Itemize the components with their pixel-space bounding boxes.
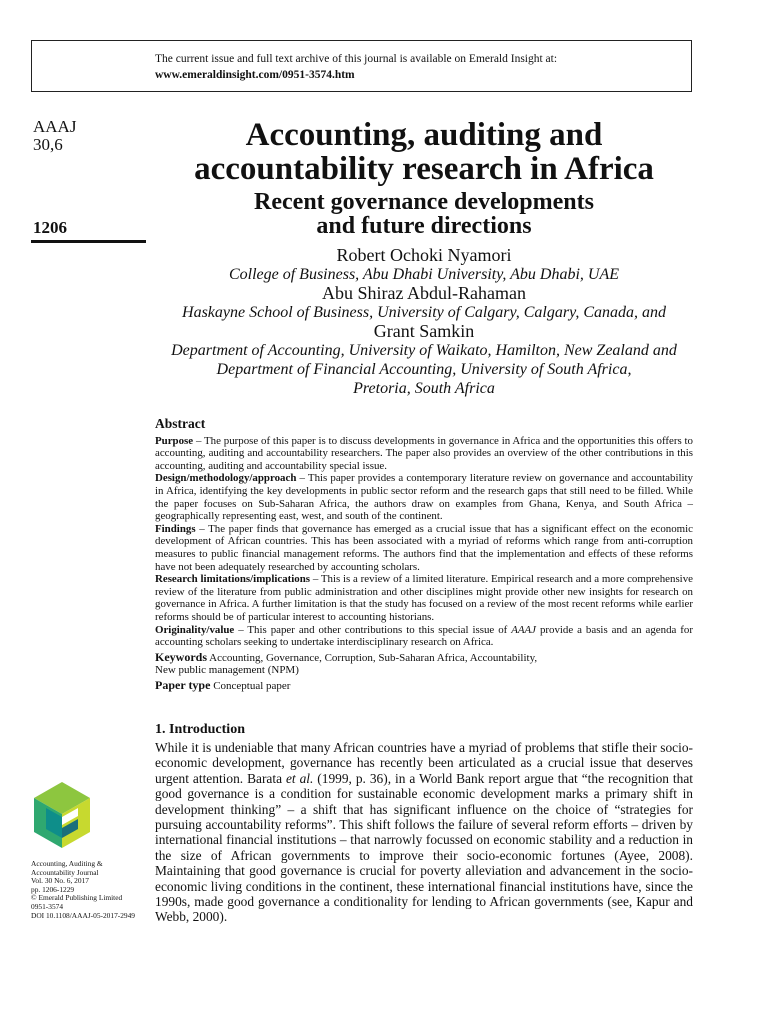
paper-type-label: Paper type [155,677,211,692]
author-name: Grant Samkin [373,321,475,341]
journal-abbreviation [33,118,76,154]
introduction-paragraph [155,740,693,925]
findings-label: Findings [155,522,196,535]
purpose-label: Purpose [155,434,194,447]
volume-issue-text: 30,6 [33,135,63,154]
limitations-label: Research limitations/implications [155,573,311,586]
author-affiliation: College of Business, Abu Dhabi University, Abu Dhabi, UAE [228,266,620,283]
design-text: – This paper provides a contemporary literature review on governance and accountability in Africa, identifying the key developments in public sector reform and the research gaps that still need to be filled. While the paper focuses on Sub-Saharan Africa, the authors draw on examples from Ghana, Kenya, and South Africa – geographically representing east, west, and south of the continent. [155,472,693,523]
author-affiliation: Pretoria, South Africa [353,380,495,397]
sidenote-line: 0951-3574 [31,901,64,911]
abstract-purpose [155,435,693,473]
sidenote-line: pp. 1206-1229 [31,884,75,894]
page-number-rule [31,240,146,243]
originality-text-end: provide a basis and an agenda for accounting scholars seeking to undertake interdisciplinary research on Africa. [155,623,693,649]
abstract-section [155,418,693,692]
author-affiliation: Department of Accounting, University of Waikato, Hamilton, New Zealand and [171,342,677,359]
doi-link[interactable]: DOI 10.1108/AAAJ-05-2017-2949 [31,910,136,920]
findings-text: – The paper finds that governance has emerged as a crucial issue that has a significant effect on the economic development of African countries. This has been associated with a myriad of reforms which range from anti-corruption measures to public financial management reforms. The authors find that the implementation and effects of these reforms have not been adequately researched by accounting scholars. [155,522,693,573]
keywords [155,651,693,677]
emerald-cube-logo-icon [32,780,92,850]
et-al-italic: et al. [285,770,314,786]
availability-notice-box [31,40,692,92]
sidenote-line: Accountability Journal [31,867,99,877]
limitations-text: – This is a review of a limited literature. Empirical research and a more comprehensive review of the literature from public administration and other disciplines might provide other new insights for research on governance in Africa. A further limitation is that the study has focused on a review of the most recent reforms while earlier reforms should be of particular interest to accounting historians. [155,573,693,623]
keywords-text-2: New public management (NPM) [155,664,299,677]
abstract-findings [155,523,693,573]
paper-title [155,118,693,186]
title-line-2: accountability research in Africa [194,151,654,187]
sidenote-line: © Emerald Publishing Limited [31,893,123,903]
author-affiliation: Department of Financial Accounting, University of South Africa, [216,361,632,378]
abstract-heading: Abstract [155,416,206,431]
introduction-heading: 1. Introduction [155,722,245,737]
keywords-label: Keywords [155,649,207,664]
abstract-originality [155,624,693,649]
paper-subtitle [155,190,693,238]
author-name: Robert Ochoki Nyamori [336,245,512,265]
author-affiliation: Haskayne School of Business, University of Calgary, Calgary, Canada, and [182,304,666,321]
purpose-text: – The purpose of this paper is to discuss developments in governance in Africa and the opportunities this offers to accounting, auditing and accountability researchers. The paper also provides an overview of the other contributions in this accounting, auditing and accountability special issue. [155,434,693,472]
journal-name-italic: AAAJ [511,623,536,636]
subtitle-line-1: Recent governance developments [254,189,594,215]
title-line-1: Accounting, auditing and [245,117,603,153]
availability-notice-text: The current issue and full text archive of this journal is available on Emerald Insight at: [155,53,558,65]
abstract-design [155,472,693,522]
publication-sidenote [31,860,151,920]
intro-text: While it is undeniable that many African countries have a myriad of problems that stifle their socio-economic development, governance has recently been articulated as a crucial issue that deserves urgent attention. Barata [155,740,693,786]
sidenote-line: Vol. 30 No. 6, 2017 [31,876,89,886]
author-name: Abu Shiraz Abdul-Rahaman [322,283,526,303]
page-number: 1206 [33,218,67,237]
paper-type [155,679,693,693]
paper-type-text: Conceptual paper [210,679,291,692]
journal-abbr-text: AAAJ [33,117,77,136]
originality-text: – This paper and other contributions to this special issue of [234,623,512,636]
design-label: Design/methodology/approach [155,472,297,485]
abstract-limitations [155,573,693,623]
sidenote-line: Accounting, Auditing & [31,859,103,868]
author-list [155,246,693,398]
journal-url-link[interactable]: www.emeraldinsight.com/0951-3574.htm [155,69,355,81]
subtitle-line-2: and future directions [316,213,532,239]
intro-text-cont: (1999, p. 36), in a World Bank report argue that “the recognition that good governance is a condition for sustainable economic development marks a primary shift in development thinking” – a shift that has significant influence on the choice of “strategies for pursuing accountability reforms”. This shift follows the failure of several reform efforts – driven by international financial institutions – that narrowly focussed on economic stability and a reduction in the size of African governments to improve their socio-economic fortunes (Ayee, 2008). Maintaining that good governance is crucial for poverty alleviation and advancement in the socio-economic living conditions in the continent, these international financial institutions have, since the 1990s, made good governance a conditionality for lending to African governments (see, Kapur and Webb, 2000). [155,770,694,925]
introduction-section [155,722,693,925]
keywords-text: Accounting, Governance, Corruption, Sub-Saharan Africa, Accountability, [207,651,538,664]
originality-label: Originality/value [155,623,235,636]
